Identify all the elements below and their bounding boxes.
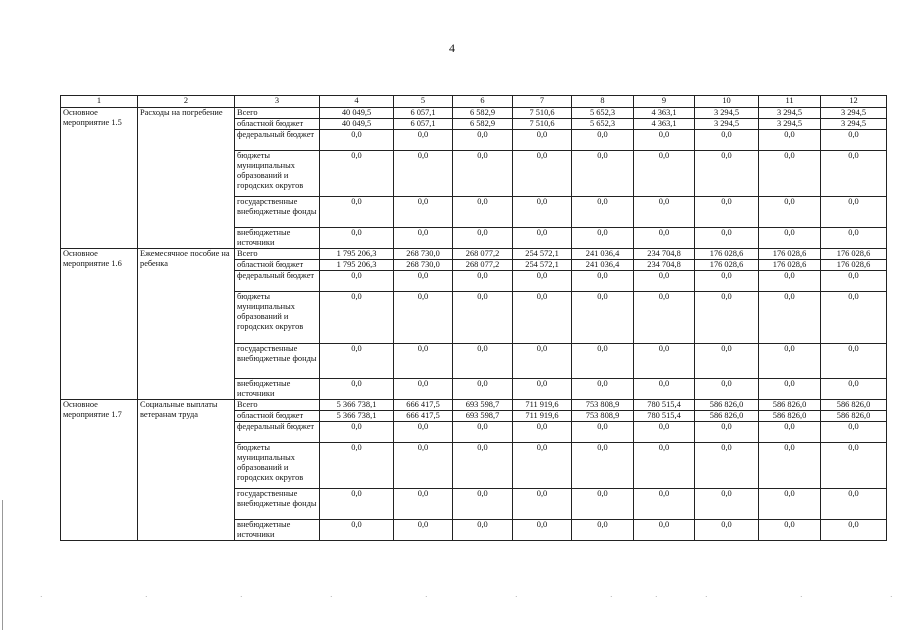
value-cell: 0,0 [572, 271, 634, 292]
value-cell: 0,0 [759, 292, 821, 344]
value-cell: 0,0 [634, 344, 695, 379]
value-cell: 0,0 [453, 520, 513, 541]
funding-source-cell: областной бюджет [235, 411, 320, 422]
value-cell: 0,0 [453, 344, 513, 379]
value-cell: 241 036,4 [572, 249, 634, 260]
value-cell: 3 294,5 [821, 119, 887, 130]
value-cell: 586 826,0 [695, 411, 759, 422]
funding-source-cell: федеральный бюджет [235, 422, 320, 443]
value-cell: 0,0 [320, 292, 394, 344]
value-cell: 0,0 [513, 379, 572, 400]
value-cell: 0,0 [513, 443, 572, 489]
value-cell: 780 515,4 [634, 400, 695, 411]
value-cell: 780 515,4 [634, 411, 695, 422]
header-row [61, 96, 887, 108]
value-cell: 586 826,0 [759, 400, 821, 411]
value-cell: 0,0 [695, 422, 759, 443]
header-cell: 6 [453, 96, 513, 108]
value-cell: 234 704,8 [634, 249, 695, 260]
value-cell: 0,0 [453, 228, 513, 249]
value-cell: 0,0 [759, 271, 821, 292]
funding-source-cell: Всего [235, 108, 320, 119]
value-cell: 0,0 [634, 379, 695, 400]
value-cell: 0,0 [634, 197, 695, 228]
header-cell: 10 [695, 96, 759, 108]
header-cell: 12 [821, 96, 887, 108]
value-cell: 0,0 [513, 197, 572, 228]
value-cell: 0,0 [695, 520, 759, 541]
funding-source-cell: государственные внебюджетные фонды [235, 197, 320, 228]
value-cell: 711 919,6 [513, 411, 572, 422]
value-cell: 0,0 [394, 130, 453, 151]
funding-source-cell: областной бюджет [235, 119, 320, 130]
value-cell: 0,0 [821, 443, 887, 489]
value-cell: 0,0 [394, 271, 453, 292]
value-cell: 0,0 [821, 228, 887, 249]
value-cell: 0,0 [759, 422, 821, 443]
value-cell: 0,0 [453, 130, 513, 151]
value-cell: 0,0 [821, 489, 887, 520]
value-cell: 0,0 [394, 292, 453, 344]
value-cell: 0,0 [320, 271, 394, 292]
funding-source-cell: федеральный бюджет [235, 130, 320, 151]
funding-source-cell: государственные внебюджетные фонды [235, 344, 320, 379]
value-cell: 0,0 [394, 489, 453, 520]
value-cell: 0,0 [695, 292, 759, 344]
value-cell: 0,0 [695, 344, 759, 379]
value-cell: 0,0 [453, 443, 513, 489]
value-cell: 268 077,2 [453, 249, 513, 260]
table-row [61, 108, 887, 119]
value-cell: 0,0 [453, 292, 513, 344]
header-cell: 2 [138, 96, 235, 108]
value-cell: 0,0 [320, 228, 394, 249]
value-cell: 0,0 [572, 443, 634, 489]
header-cell: 1 [61, 96, 138, 108]
value-cell: 0,0 [572, 151, 634, 197]
value-cell: 586 826,0 [821, 400, 887, 411]
value-cell: 0,0 [513, 130, 572, 151]
value-cell: 0,0 [572, 379, 634, 400]
value-cell: 0,0 [394, 197, 453, 228]
value-cell: 0,0 [572, 130, 634, 151]
value-cell: 0,0 [634, 443, 695, 489]
value-cell: 5 652,3 [572, 108, 634, 119]
value-cell: 0,0 [759, 197, 821, 228]
value-cell: 693 598,7 [453, 400, 513, 411]
value-cell: 1 795 206,3 [320, 249, 394, 260]
scan-edge [2, 500, 3, 630]
header-cell: 3 [235, 96, 320, 108]
scan-dots: ˙ ˙ ˙ ˙ ˙ ˙ ˙ ˙ ˙ ˙ ˙ [40, 595, 893, 603]
value-cell: 0,0 [695, 151, 759, 197]
value-cell: 0,0 [320, 379, 394, 400]
header-cell: 4 [320, 96, 394, 108]
value-cell: 3 294,5 [695, 108, 759, 119]
header-cell: 9 [634, 96, 695, 108]
value-cell: 6 057,1 [394, 119, 453, 130]
value-cell: 0,0 [572, 228, 634, 249]
value-cell: 3 294,5 [759, 108, 821, 119]
value-cell: 753 808,9 [572, 400, 634, 411]
funding-source-cell: бюджеты муниципальных образований и городских округов [235, 443, 320, 489]
value-cell: 586 826,0 [695, 400, 759, 411]
value-cell: 0,0 [821, 151, 887, 197]
value-cell: 0,0 [572, 344, 634, 379]
value-cell: 0,0 [759, 228, 821, 249]
value-cell: 0,0 [572, 292, 634, 344]
value-cell: 0,0 [695, 228, 759, 249]
value-cell: 0,0 [394, 520, 453, 541]
value-cell: 0,0 [759, 443, 821, 489]
value-cell: 0,0 [821, 344, 887, 379]
value-cell: 6 582,9 [453, 119, 513, 130]
value-cell: 0,0 [572, 422, 634, 443]
value-cell: 0,0 [513, 151, 572, 197]
value-cell: 5 366 738,1 [320, 400, 394, 411]
value-cell: 0,0 [394, 151, 453, 197]
value-cell: 0,0 [513, 228, 572, 249]
value-cell: 0,0 [394, 344, 453, 379]
funding-source-cell: бюджеты муниципальных образований и городских округов [235, 151, 320, 197]
value-cell: 0,0 [453, 271, 513, 292]
value-cell: 0,0 [634, 292, 695, 344]
value-cell: 0,0 [634, 228, 695, 249]
value-cell: 0,0 [572, 197, 634, 228]
event-name-cell: Ежемесячное пособие на ребенка [138, 249, 235, 400]
value-cell: 4 363,1 [634, 119, 695, 130]
value-cell: 0,0 [453, 422, 513, 443]
value-cell: 268 077,2 [453, 260, 513, 271]
value-cell: 586 826,0 [759, 411, 821, 422]
value-cell: 666 417,5 [394, 411, 453, 422]
value-cell: 0,0 [320, 130, 394, 151]
value-cell: 0,0 [695, 271, 759, 292]
value-cell: 4 363,1 [634, 108, 695, 119]
value-cell: 0,0 [572, 520, 634, 541]
value-cell: 3 294,5 [759, 119, 821, 130]
value-cell: 0,0 [821, 292, 887, 344]
value-cell: 5 366 738,1 [320, 411, 394, 422]
value-cell: 0,0 [759, 489, 821, 520]
value-cell: 0,0 [453, 379, 513, 400]
value-cell: 0,0 [453, 151, 513, 197]
value-cell: 0,0 [821, 520, 887, 541]
value-cell: 0,0 [453, 197, 513, 228]
value-cell: 0,0 [320, 344, 394, 379]
budget-table [60, 95, 887, 541]
value-cell: 7 510,6 [513, 119, 572, 130]
value-cell: 0,0 [634, 422, 695, 443]
event-cell: Основное мероприятие 1.5 [61, 108, 138, 249]
value-cell: 666 417,5 [394, 400, 453, 411]
value-cell: 176 028,6 [759, 249, 821, 260]
table-row [61, 249, 887, 260]
value-cell: 0,0 [759, 520, 821, 541]
value-cell: 5 652,3 [572, 119, 634, 130]
value-cell: 254 572,1 [513, 249, 572, 260]
value-cell: 0,0 [821, 130, 887, 151]
value-cell: 0,0 [394, 379, 453, 400]
value-cell: 0,0 [394, 228, 453, 249]
value-cell: 0,0 [759, 344, 821, 379]
value-cell: 0,0 [759, 151, 821, 197]
event-name-cell: Социальные выплаты ветеранам труда [138, 400, 235, 541]
value-cell: 176 028,6 [821, 260, 887, 271]
value-cell: 7 510,6 [513, 108, 572, 119]
value-cell: 0,0 [759, 379, 821, 400]
value-cell: 1 795 206,3 [320, 260, 394, 271]
header-cell: 11 [759, 96, 821, 108]
event-name-cell: Расходы на погребение [138, 108, 235, 249]
funding-source-cell: внебюджетные источники [235, 379, 320, 400]
funding-source-cell: внебюджетные источники [235, 520, 320, 541]
value-cell: 586 826,0 [821, 411, 887, 422]
value-cell: 0,0 [320, 151, 394, 197]
value-cell: 0,0 [513, 520, 572, 541]
value-cell: 0,0 [320, 520, 394, 541]
value-cell: 0,0 [759, 130, 821, 151]
table-body [61, 108, 887, 541]
value-cell: 0,0 [821, 197, 887, 228]
value-cell: 0,0 [821, 422, 887, 443]
value-cell: 0,0 [572, 489, 634, 520]
value-cell: 0,0 [821, 379, 887, 400]
funding-source-cell: внебюджетные источники [235, 228, 320, 249]
value-cell: 0,0 [513, 422, 572, 443]
value-cell: 711 919,6 [513, 400, 572, 411]
value-cell: 0,0 [634, 489, 695, 520]
page-number: 4 [449, 41, 455, 55]
value-cell: 0,0 [634, 151, 695, 197]
value-cell: 0,0 [634, 271, 695, 292]
value-cell: 0,0 [320, 422, 394, 443]
funding-source-cell: государственные внебюджетные фонды [235, 489, 320, 520]
value-cell: 0,0 [695, 197, 759, 228]
header-cell: 7 [513, 96, 572, 108]
value-cell: 0,0 [695, 443, 759, 489]
funding-source-cell: бюджеты муниципальных образований и городских округов [235, 292, 320, 344]
value-cell: 40 049,5 [320, 108, 394, 119]
value-cell: 0,0 [695, 379, 759, 400]
header-cell: 8 [572, 96, 634, 108]
funding-source-cell: Всего [235, 400, 320, 411]
value-cell: 0,0 [634, 520, 695, 541]
value-cell: 6 582,9 [453, 108, 513, 119]
event-cell: Основное мероприятие 1.7 [61, 400, 138, 541]
value-cell: 40 049,5 [320, 119, 394, 130]
value-cell: 3 294,5 [695, 119, 759, 130]
event-cell: Основное мероприятие 1.6 [61, 249, 138, 400]
funding-source-cell: областной бюджет [235, 260, 320, 271]
value-cell: 0,0 [821, 271, 887, 292]
value-cell: 0,0 [695, 130, 759, 151]
value-cell: 176 028,6 [695, 260, 759, 271]
value-cell: 0,0 [513, 344, 572, 379]
value-cell: 0,0 [453, 489, 513, 520]
value-cell: 241 036,4 [572, 260, 634, 271]
value-cell: 3 294,5 [821, 108, 887, 119]
value-cell: 0,0 [695, 489, 759, 520]
value-cell: 176 028,6 [821, 249, 887, 260]
value-cell: 254 572,1 [513, 260, 572, 271]
value-cell: 0,0 [513, 271, 572, 292]
value-cell: 0,0 [513, 292, 572, 344]
value-cell: 234 704,8 [634, 260, 695, 271]
value-cell: 0,0 [320, 489, 394, 520]
value-cell: 6 057,1 [394, 108, 453, 119]
value-cell: 176 028,6 [759, 260, 821, 271]
value-cell: 268 730,0 [394, 260, 453, 271]
value-cell: 0,0 [513, 489, 572, 520]
value-cell: 268 730,0 [394, 249, 453, 260]
funding-source-cell: Всего [235, 249, 320, 260]
value-cell: 0,0 [634, 130, 695, 151]
header-cell: 5 [394, 96, 453, 108]
value-cell: 0,0 [394, 422, 453, 443]
funding-source-cell: федеральный бюджет [235, 271, 320, 292]
value-cell: 693 598,7 [453, 411, 513, 422]
value-cell: 0,0 [320, 197, 394, 228]
value-cell: 0,0 [320, 443, 394, 489]
table-row [61, 400, 887, 411]
value-cell: 753 808,9 [572, 411, 634, 422]
value-cell: 176 028,6 [695, 249, 759, 260]
value-cell: 0,0 [394, 443, 453, 489]
